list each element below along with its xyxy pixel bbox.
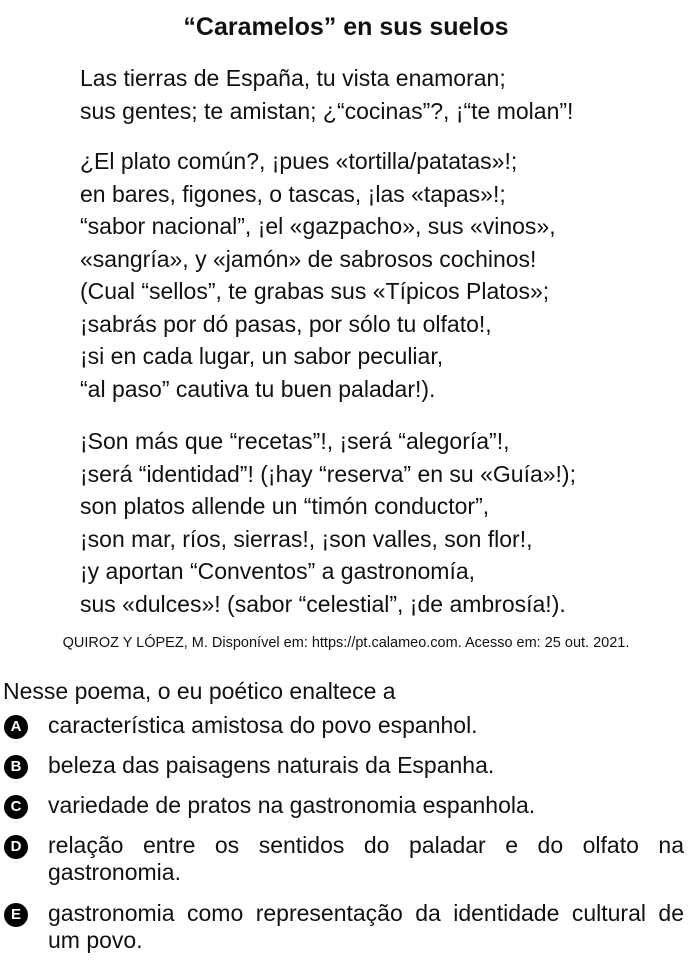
poem-line: ¡son mar, ríos, sierras!, ¡son valles, son flor!, — [80, 525, 533, 552]
poem-line: ¡será “identidad”! (¡hay “reserva” en su «Guía»!); — [80, 460, 576, 487]
poem-line: sus gentes; te amistan; ¿“cocinas”?, ¡“te molan”! — [80, 97, 574, 124]
option-letter-badge: B — [4, 755, 28, 779]
question-stem: Nesse poema, o eu poético enaltece a — [3, 678, 396, 704]
poem-line: ¿El plato común?, ¡pues «tortilla/patatas»!; — [80, 148, 518, 174]
option-letter-badge: E — [4, 903, 28, 927]
option-text: beleza das paisagens naturais da Espanha. — [48, 752, 495, 778]
poem-line: “sabor nacional”, ¡el «gazpacho», sus «vinos», — [80, 213, 556, 239]
poem-line: en bares, figones, o tascas, ¡las «tapas»!; — [80, 180, 506, 207]
option-b[interactable] — [4, 752, 684, 779]
poem-line: ¡si en cada lugar, un sabor peculiar, — [80, 343, 444, 369]
poem-line: «sangría», y «jamón» de sabrosos cochinos! — [80, 245, 537, 272]
poem-title: “Caramelos” en sus suelos — [183, 13, 509, 41]
poem-line: ¡sabrás por dó pasas, por sólo tu olfato!, — [80, 310, 492, 337]
poem-line: son platos allende un “timón conductor”, — [80, 493, 490, 519]
source-citation: QUIROZ Y LÓPEZ, M. Disponível em: https://pt.calameo.com. Acesso em: 25 out. 2021. — [62, 635, 630, 651]
stanza-3 — [80, 425, 576, 620]
option-letter-badge: D — [4, 835, 28, 859]
poem-line: ¡Son más que “recetas”!, ¡será “alegoría”!, — [80, 428, 510, 454]
poem-line: ¡y aportan “Conventos” a gastronomía, — [80, 558, 476, 584]
option-text: característica amistosa do povo espanhol. — [48, 712, 478, 738]
poem-line: Las tierras de España, tu vista enamoran; — [80, 65, 506, 91]
poem-line: “al paso” cautiva tu buen paladar!). — [80, 375, 436, 402]
poem-line: (Cual “sellos”, te grabas sus «Típicos Platos»; — [80, 278, 550, 304]
option-e[interactable] — [4, 900, 684, 954]
option-text: gastronomia como representação da identidade cultural de um povo. — [48, 900, 684, 953]
stanza-1 — [80, 62, 573, 127]
option-text: relação entre os sentidos do paladar e do olfato na gastronomia. — [48, 832, 684, 885]
option-d[interactable] — [4, 832, 684, 886]
option-letter-badge: C — [4, 795, 28, 819]
option-c[interactable] — [4, 792, 684, 819]
poem-line: sus «dulces»! (sabor “celestial”, ¡de ambrosía!). — [80, 590, 566, 617]
option-a[interactable] — [4, 712, 684, 739]
stanza-2 — [80, 145, 556, 405]
option-letter-badge: A — [4, 715, 28, 739]
option-text: variedade de pratos na gastronomia espanhola. — [48, 792, 536, 818]
